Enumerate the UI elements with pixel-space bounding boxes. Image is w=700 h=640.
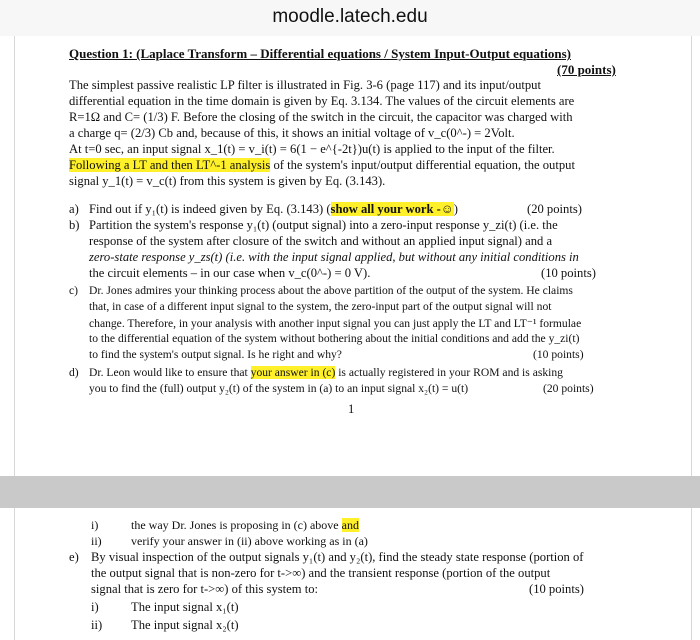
highlight-show-work: show all your work -☺ bbox=[330, 202, 454, 216]
part-b-line-2: response of the system after closure of the switch and without an applied input signal) and a bbox=[89, 234, 553, 248]
intro-line-4: a charge q= (2/3) Cb and, because of this, it shows an initial voltage of v_c(0^-) = 2Volt. bbox=[69, 126, 515, 140]
part-a-text: Find out if y₁(t) is indeed given by Eq. (3.143) (show all your work -☺) bbox=[89, 202, 458, 216]
e-ii-text: The input signal x₂(t) bbox=[131, 618, 239, 632]
e-ii-marker: ii) bbox=[91, 618, 103, 632]
part-c-line-4: to the differential equation of the system without bothering about the initial conditions and add the y_zi(t) bbox=[89, 332, 580, 345]
sub-ii-text: verify your answer in (ii) above working as in (a) bbox=[131, 534, 368, 548]
intro-line-6: Following a LT and then LT^-1 analysis of the system's input/output differential equation, the output bbox=[69, 158, 575, 172]
question-heading: Question 1: (Laplace Transform – Differential equations / System Input-Output equations) bbox=[69, 46, 571, 61]
intro-line-7: signal y_1(t) = v_c(t) from this system is given by Eq. (3.143). bbox=[69, 174, 386, 188]
highlight-and: and bbox=[341, 518, 359, 532]
part-c-line-1: Dr. Jones admires your thinking process about the above partition of the output of the system. He claims bbox=[89, 284, 573, 297]
page-gap bbox=[0, 476, 700, 508]
sub-i-text: the way Dr. Jones is proposing in (c) above and bbox=[131, 518, 359, 532]
part-c-line-2: that, in case of a different input signal to the system, the zero-input part of the output signal will not bbox=[89, 300, 552, 313]
sub-i-marker: i) bbox=[91, 518, 99, 532]
sub-ii-marker: ii) bbox=[91, 534, 102, 548]
question-points: (70 points) bbox=[557, 62, 616, 77]
intro-line-1: The simplest passive realistic LP filter is illustrated in Fig. 3-6 (page 117) and its input/output bbox=[69, 78, 541, 92]
part-d-marker: d) bbox=[69, 366, 79, 379]
highlight-lt-analysis: Following a LT and then LT^-1 analysis bbox=[69, 158, 271, 172]
part-b-marker: b) bbox=[69, 218, 80, 232]
part-b-line-3: zero-state response y_zs(t) (i.e. with the input signal applied, but without any initial conditions in bbox=[89, 250, 579, 264]
e-i-marker: i) bbox=[91, 600, 99, 614]
part-b-points: (10 points) bbox=[541, 266, 596, 280]
part-e-line-3: signal that is zero for t->∞) of this system to: bbox=[91, 582, 318, 596]
part-a-points: (20 points) bbox=[527, 202, 582, 216]
highlight-answer-c: your answer in (c) bbox=[250, 366, 336, 379]
part-d-line-2: you to find the (full) output y₂(t) of the system in (a) to an input signal x₂(t) = u(t) bbox=[89, 382, 469, 395]
part-c-points: (10 points) bbox=[533, 348, 584, 361]
part-d-line-1: Dr. Leon would like to ensure that your answer in (c) is actually registered in your ROM and is asking bbox=[89, 366, 563, 379]
e-i-text: The input signal x₁(t) bbox=[131, 600, 239, 614]
part-a-marker: a) bbox=[69, 202, 79, 216]
part-c-marker: c) bbox=[69, 284, 79, 297]
part-b-line-4: the circuit elements – in our case when v_c(0^-) = 0 V). bbox=[89, 266, 371, 280]
page-number: 1 bbox=[348, 402, 355, 416]
browser-address-bar[interactable] bbox=[0, 0, 700, 36]
intro-line-3: R=1Ω and C= (1/3) F. Before the closing of the switch in the circuit, the capacitor was charged with bbox=[69, 110, 573, 124]
part-d-points: (20 points) bbox=[543, 382, 594, 395]
part-b-line-1: Partition the system's response y₁(t) (output signal) into a zero-input response y_zi(t) (i.e. the bbox=[89, 218, 558, 232]
part-c-line-3: change. Therefore, in your analysis with another input signal you can just apply the LT and LT⁻¹ formulae bbox=[89, 317, 582, 330]
part-e-line-1: By visual inspection of the output signals y₁(t) and y₂(t), find the steady state response (portion of bbox=[91, 550, 584, 564]
part-e-line-2: the output signal that is non-zero for t->∞) and the transient response (portion of the output bbox=[91, 566, 551, 580]
intro-line-5: At t=0 sec, an input signal x_1(t) = v_i(t) = 6(1 − e^{-2t})u(t) is applied to the input of the filter. bbox=[69, 142, 555, 156]
part-e-points: (10 points) bbox=[529, 582, 584, 596]
intro-line-2: differential equation in the time domain is given by Eq. 3.134. The values of the circuit elements are bbox=[69, 94, 575, 108]
document-page-2 bbox=[14, 508, 692, 640]
url-text: moodle.latech.edu bbox=[272, 6, 428, 27]
part-e-marker: e) bbox=[69, 550, 79, 564]
part-c-line-5: to find the system's output signal. Is he right and why? bbox=[89, 348, 342, 361]
document-page-1 bbox=[14, 36, 692, 476]
